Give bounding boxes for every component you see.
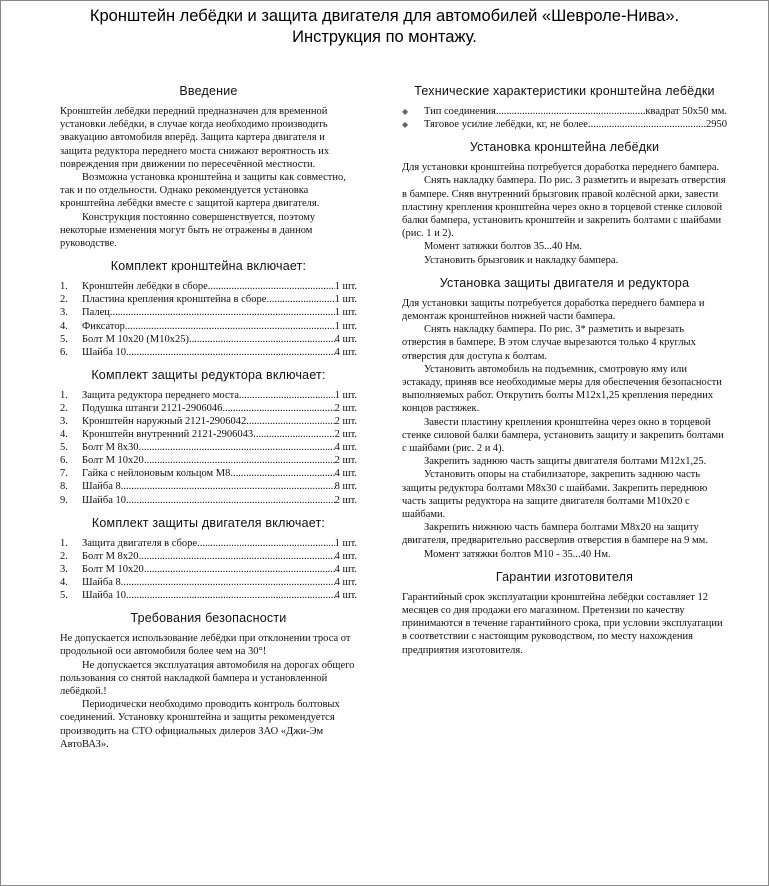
specs-heading: Технические характеристики кронштейна лебёдки xyxy=(414,84,715,98)
title-line-2: Инструкция по монтажу. xyxy=(292,28,477,46)
intro-paragraph-3: Конструкция постоянно совершенствуется, поэтому некоторые изменения могут быть не отражены в данном руководстве. xyxy=(60,211,316,250)
document-title xyxy=(0,6,769,48)
safety-paragraph-3: Периодически необходимо проводить контроль болтовых соединений. Установку кронштейна и защиты рекомендуется производить на СТО официальных дилеров ЗАО «Джи-Эм АвтоВАЗ». xyxy=(60,699,340,750)
install-guard-paragraph-1: Для установки защиты потребуется доработка переднего бампера и демонтаж кронштейнов нижней части бампера. xyxy=(402,297,705,323)
list-item: 7. Гайка с нейлоновым кольцом М8 ..... 4 шт. xyxy=(60,467,357,480)
install-guard-heading: Установка защиты двигателя и редуктора xyxy=(439,275,690,290)
list-item: 1. Кронштейн лебёдки в сборе ..... 1 шт. xyxy=(60,280,357,293)
safety-paragraph-1: Не допускается использование лебёдки при отклонении троса от продольной оси автомобиля более чем на 30°! xyxy=(60,633,351,658)
list-item: 5. Шайба 10 ..... 4 шт. xyxy=(60,589,357,602)
intro-paragraph-2: Возможна установка кронштейна и защиты как совместно, так и по отдельности. Однако рекомендуется установка кронштейна лебёдки вместе с защитой картера двигателя. xyxy=(60,172,346,210)
install-guard-paragraph-5: Закрепить заднюю часть защиты двигателя болтами М12x1,25. xyxy=(424,456,707,468)
list-item: 4. Фиксатор ..... 1 шт. xyxy=(60,320,357,333)
intro-section xyxy=(60,84,357,250)
list-item: 9. Шайба 10 ..... 2 шт. xyxy=(60,494,357,507)
list-item: 3. Палец ..... 1 шт. xyxy=(60,306,357,319)
install-guard-paragraph-6: Установить опоры на стабилизаторе, закрепить заднюю часть защиты редуктора болтами М8x30 с шайбами. Закрепить переднюю часть защиты редуктора на защите двигателя болтами М10x20 с шайбами. xyxy=(402,469,708,521)
list-item: 8. Шайба 8 ..... 8 шт. xyxy=(60,480,357,493)
install-bracket-paragraph-4: Установить брызговик и накладку бампера. xyxy=(424,254,619,266)
intro-paragraph-1: Кронштейн лебёдки передний предназначен для временной установки лебёдки, в случае когда необходимо производить эвакуацию автомобиля вперёд. Защита картера двигателя и защита редуктора переднего моста снижают вероятность их повреждения при движении по пересечённой местности. xyxy=(60,106,330,170)
warranty-section xyxy=(402,570,727,657)
bullet-icon: ◆ xyxy=(402,120,409,130)
install-bracket-paragraph-2: Снять накладку бампера. По рис. 3 разметить и вырезать отверстия в бампере. Сняв внутренний брызговик правой колёсной арки, завести пластину крепления кронштейна через окно в торцевой стенке силовой балки бампера, установить кронштейн и закрепить болтами с шайбами (рис. 1 и 2). xyxy=(402,175,726,240)
warranty-paragraph-1: Гарантийный срок эксплуатации кронштейна лебёдки составляет 12 месяцев со дня продажи его магазином. Претензии по качеству принимаются в течение гарантийного срока, при условии эксплуатации в соответствии с настоящим руководством, по месту нахождения предприятия изготовителя. xyxy=(402,591,723,656)
list-item: 4. Шайба 8 ..... 4 шт. xyxy=(60,576,357,589)
list-item: 6. Шайба 10 ..... 4 шт. xyxy=(60,346,357,359)
install-bracket-paragraph-3: Момент затяжки болтов 35...40 Нм. xyxy=(424,241,583,253)
list-item: 4. Кронштейн внутренний 2121-2906043 ..... 2 шт. xyxy=(60,428,357,441)
install-guard-section xyxy=(402,276,727,561)
install-guard-paragraph-2: Снять накладку бампера. По рис. 3* разметить и вырезать отверстия в бампере. В этом случае вырезаются только 4 круглых отверстия для доступа к болтам. xyxy=(402,324,696,362)
install-bracket-paragraph-1: Для установки кронштейна потребуется доработка переднего бампера. xyxy=(402,162,720,174)
kit-engine-list xyxy=(60,537,357,602)
install-bracket-section xyxy=(402,140,727,267)
left-column xyxy=(60,84,357,760)
list-item: 3. Болт М 10x20 ..... 4 шт. xyxy=(60,563,357,576)
list-item: 5. Болт М 8x30 ..... 4 шт. xyxy=(60,441,357,454)
kit-bracket-section xyxy=(60,259,357,359)
list-item: 3. Кронштейн наружный 2121-2906042 ..... 2 шт. xyxy=(60,415,357,428)
install-guard-paragraph-4: Завести пластину крепления кронштейна через окно в торцевой стенке силовой балки бампера, установить защиту и закрепить болтами с шайбами (рис. 2 и 4). xyxy=(402,416,724,455)
kit-gearbox-heading: Комплект защиты редуктора включает: xyxy=(91,367,326,382)
kit-bracket-heading: Комплект кронштейна включает: xyxy=(110,259,307,274)
list-item: 1. Защита двигателя в сборе ..... 1 шт. xyxy=(60,537,357,550)
install-bracket-heading: Установка кронштейна лебёдки xyxy=(469,140,660,155)
list-item: 6. Болт М 10x20 ..... 2 шт. xyxy=(60,454,357,467)
spec-item: ◆ Тяговое усилие лебёдки, кг, не более ..... 2950 xyxy=(402,118,727,131)
list-item: 5. Болт М 10x20 (М10x25) ..... 4 шт. xyxy=(60,333,357,346)
bullet-icon: ◆ xyxy=(402,107,409,116)
specs-list xyxy=(402,105,727,131)
safety-paragraph-2: Не допускается эксплуатация автомобиля на дорогах общего пользования со снятой накладкой бампера и установленной лебёдкой.! xyxy=(60,659,355,697)
kit-bracket-list xyxy=(60,280,357,359)
list-item: 2. Болт М 8x20 ..... 4 шт. xyxy=(60,550,357,563)
specs-section xyxy=(402,84,727,131)
install-guard-paragraph-8: Момент затяжки болтов М10 - 35...40 Нм. xyxy=(424,548,611,560)
kit-engine-section xyxy=(60,516,357,602)
install-guard-paragraph-3: Установить автомобиль на подъемник, смотровую яму или эстакаду, приняв все необходимые меры для обеспечения безопасности выполняемых работ. Открутить болты М12x1,25 крепления передних концов растяжек. xyxy=(402,363,722,415)
install-guard-paragraph-7: Закрепить нижнюю часть бампера болтами М8x20 на защиту двигателя, предварительно рассверлив отверстия в бампере на 9 мм. xyxy=(402,522,708,547)
kit-engine-heading: Комплект защиты двигателя включает: xyxy=(91,515,326,530)
title-line-1: Кронштейн лебёдки и защита двигателя для автомобилей «Шевроле-Нива». xyxy=(89,7,680,25)
right-column xyxy=(402,84,727,666)
list-item: 1. Защита редуктора переднего моста ..... 1 шт. xyxy=(60,389,357,402)
spec-item: ◆ Тип соединения ..... квадрат 50x50 мм. xyxy=(402,105,727,118)
kit-gearbox-section xyxy=(60,368,357,507)
list-item: 2. Подушка штанги 2121-2906046 ..... 2 шт. xyxy=(60,402,357,415)
list-item: 2. Пластина крепления кронштейна в сборе ..... 1 шт. xyxy=(60,293,357,306)
warranty-heading: Гарантии изготовителя xyxy=(495,569,634,584)
safety-heading: Требования безопасности xyxy=(130,611,287,626)
kit-gearbox-list xyxy=(60,389,357,507)
safety-section xyxy=(60,611,357,751)
intro-heading: Введение xyxy=(179,84,238,98)
